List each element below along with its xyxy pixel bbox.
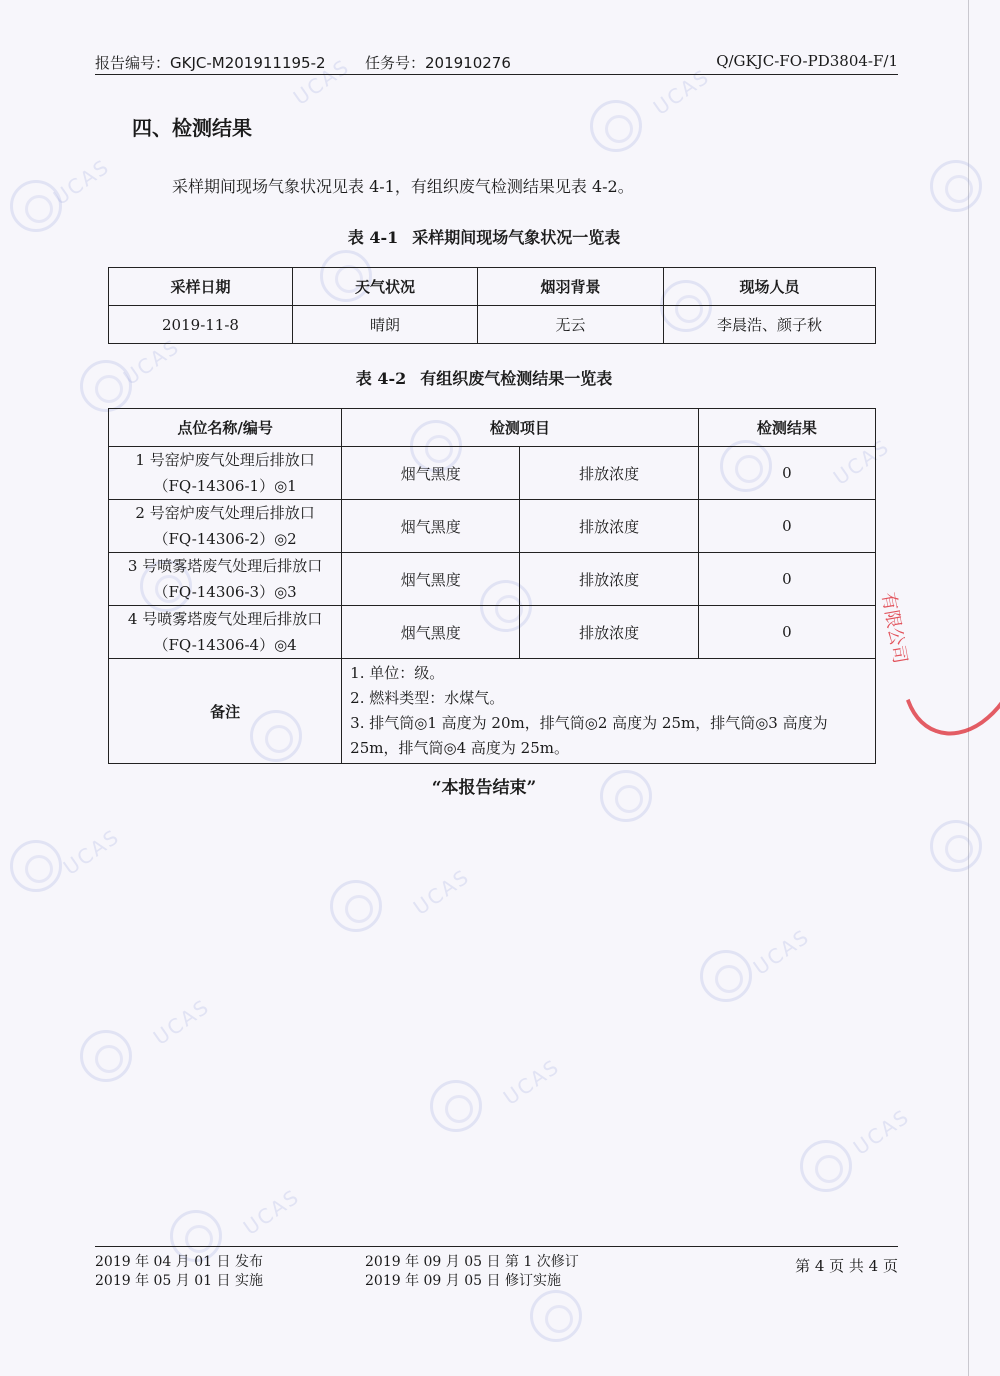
revision-implement-date: 2019 年 09 月 05 日 修订实施: [365, 1273, 561, 1289]
table-row: [109, 306, 876, 344]
table-row: [109, 447, 876, 500]
emission-results-table: [108, 408, 876, 764]
column-header: 检测项目: [342, 409, 699, 447]
table-row: [109, 500, 876, 553]
watermark-label: UCAS: [58, 824, 125, 880]
note-item: 3. 排气筒◎1 高度为 20m，排气筒◎2 高度为 25m，排气筒◎3 高度为 25m，排气筒◎4 高度为 25m。: [350, 714, 828, 757]
table1-caption-number: 表 4-1: [347, 228, 399, 247]
notes-label: 备注: [109, 659, 342, 764]
table2-caption-number: 表 4-2: [355, 369, 407, 388]
test-result: 0: [698, 553, 875, 606]
column-header: 天气状况: [293, 268, 478, 306]
point-name: 3 号喷雾塔废气处理后排放口 （FQ-14306-3）◎3: [109, 553, 342, 606]
weather-table: [108, 267, 876, 344]
page-number: 第 4 页 共 4 页: [795, 1257, 898, 1275]
table2-caption-text: 有组织废气检测结果一览表: [420, 369, 613, 388]
point-name: 1 号窑炉废气处理后排放口 （FQ-14306-1）◎1: [109, 447, 342, 500]
note-item: 2. 燃料类型：水煤气。: [350, 689, 505, 707]
report-end: “本报告结束”: [431, 778, 537, 798]
table1-caption-text: 采样期间现场气象状况一览表: [412, 228, 621, 247]
watermark-label: UCAS: [238, 1184, 305, 1240]
field-personnel: 李晨浩、颜子秋: [664, 306, 876, 344]
table2-caption: [0, 366, 968, 389]
test-subitem: 排放浓度: [520, 606, 698, 659]
watermark-label: UCAS: [408, 864, 475, 920]
table-row: [109, 553, 876, 606]
column-header: 采样日期: [109, 268, 293, 306]
report-footer: [95, 1246, 898, 1289]
test-subitem: 排放浓度: [520, 447, 698, 500]
table-header-row: [109, 268, 876, 306]
test-result: 0: [698, 447, 875, 500]
intro-paragraph: 采样期间现场气象状况见表 4-1，有组织废气检测结果见表 4-2。: [172, 177, 634, 196]
report-header: [95, 52, 898, 75]
test-item: 烟气黑度: [342, 447, 520, 500]
company-seal-text: 有限公司: [877, 590, 911, 666]
table-header-row: [109, 409, 876, 447]
section-title: 四、检测结果: [132, 116, 252, 140]
note-item: 1. 单位：级。: [350, 664, 445, 682]
test-item: 烟气黑度: [342, 606, 520, 659]
report-number: 报告编号：GKJC-M201911195-2: [95, 54, 326, 72]
watermark-label: UCAS: [288, 54, 355, 110]
test-subitem: 排放浓度: [520, 500, 698, 553]
watermark-label: UCAS: [828, 434, 895, 490]
column-header: 现场人员: [664, 268, 876, 306]
revision-date: 2019 年 09 月 05 日 第 1 次修订: [365, 1254, 579, 1270]
notes-content: [342, 659, 876, 764]
test-result: 0: [698, 500, 875, 553]
form-code: Q/GKJC-FO-PD3804-F/1: [716, 52, 898, 70]
table-row: [109, 606, 876, 659]
column-header: 烟羽背景: [478, 268, 664, 306]
test-result: 0: [698, 606, 875, 659]
watermark-label: UCAS: [648, 64, 715, 120]
watermark-label: UCAS: [48, 154, 115, 210]
watermark-label: UCAS: [848, 1104, 915, 1160]
watermark-label: UCAS: [498, 1054, 565, 1110]
plume-background: 无云: [478, 306, 664, 344]
column-header: 检测结果: [698, 409, 875, 447]
test-item: 烟气黑度: [342, 553, 520, 606]
sampling-date: 2019-11-8: [109, 306, 293, 344]
weather-condition: 晴朗: [293, 306, 478, 344]
implement-date: 2019 年 05 月 01 日 实施: [95, 1273, 263, 1289]
test-item: 烟气黑度: [342, 500, 520, 553]
watermark-label: UCAS: [118, 334, 185, 390]
watermark-label: UCAS: [148, 994, 215, 1050]
table1-caption: [0, 225, 968, 248]
task-number: 任务号：201910276: [365, 54, 511, 72]
notes-row: [109, 659, 876, 764]
watermark-label: UCAS: [748, 924, 815, 980]
point-name: 2 号窑炉废气处理后排放口 （FQ-14306-2）◎2: [109, 500, 342, 553]
issue-date: 2019 年 04 月 01 日 发布: [95, 1254, 263, 1270]
point-name: 4 号喷雾塔废气处理后排放口 （FQ-14306-4）◎4: [109, 606, 342, 659]
test-subitem: 排放浓度: [520, 553, 698, 606]
column-header: 点位名称/编号: [109, 409, 342, 447]
